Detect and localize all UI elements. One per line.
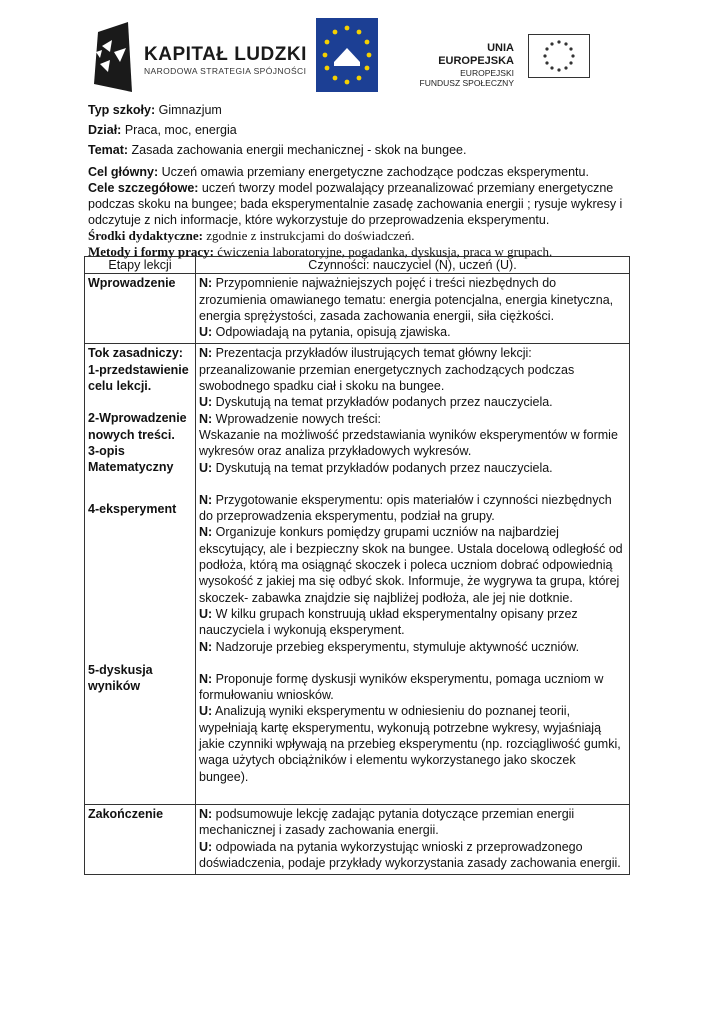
table-header-row [85, 257, 630, 274]
eu-flag-icon [528, 34, 590, 78]
lesson-intro [88, 102, 648, 260]
col-activities-header: Czynności: nauczyciel (N), uczeń (U). [196, 257, 630, 274]
school-type: Typ szkoły: Gimnazjum [88, 103, 222, 117]
header-logos [88, 18, 608, 96]
activities-intro: N: Przypomnienie najważniejszych pojęć i treści niezbędnych do zrozumienia omawianego tematu: energia potencjalna, energia kinetyczna, energia sprężystości, zasada zachowania energii, siła ciężkości. U: Odpowiadają na pytania, opisują zjawiska. [196, 274, 630, 344]
kapital-ludzki-logo-icon [88, 22, 136, 92]
kl-title: KAPITAŁ LUDZKI [144, 44, 307, 65]
detail-goals: Cele szczegółowe: uczeń tworzy model pozwalający przeanalizować przemiany energetyczne podczas skoku na bungee; bada eksperymentalnie zasadę zachowania energii ; rysuje wykresy i odczytuje z nich informacje, które wykorzystuje do przeprowadzenia eksperymentu. [88, 181, 623, 227]
methods: Metody i formy pracy: ćwiczenia laboratoryjne, pogadanka, dyskusja, praca w grupach. [88, 244, 553, 259]
eu-line3: FUNDUSZ SPOŁECZNY [419, 78, 514, 88]
lesson-table [84, 256, 630, 875]
eu-emblem-logo-icon [316, 18, 378, 92]
stage-intro: Wprowadzenie [85, 274, 196, 344]
table-row [85, 804, 630, 874]
stage-ending: Zakończenie [85, 804, 196, 874]
stage-main: Tok zasadniczy: 1-przedstawienie celu lekcji. 2-Wprowadzenie nowych treści. 3-opis Matematyczny 4-eksperyment 5-dyskusja wyników [85, 344, 196, 804]
eu-title: UNIA EUROPEJSKA [438, 42, 514, 67]
col-stages-header: Etapy lekcji [85, 257, 196, 274]
table-row [85, 274, 630, 344]
table-row [85, 344, 630, 804]
eu-line2: EUROPEJSKI [460, 68, 514, 78]
main-goal: Cel główny: Uczeń omawia przemiany energetyczne zachodzące podczas eksperymentu. [88, 165, 589, 179]
teaching-aids: Środki dydaktyczne: zgodnie z instrukcjami do doświadczeń. [88, 228, 415, 243]
topic: Temat: Zasada zachowania energii mechanicznej - skok na bungee. [88, 143, 467, 157]
kl-subtitle: NARODOWA STRATEGIA SPÓJNOŚCI [144, 66, 307, 76]
activities-ending: N: podsumowuje lekcję zadając pytania dotyczące przemian energii mechanicznej i zasady zachowania energii. U: odpowiada na pytania wykorzystując wnioski z przeprowadzonego doświadczenia, podaje przykłady wykorzystania zasady zachowania energii. [196, 804, 630, 874]
activities-main: N: Prezentacja przykładów ilustrujących temat główny lekcji: przeanalizowanie przemian energetycznych zachodzących podczas swobodnego spadku ciał i skoku na bungee. U: Dyskutują na temat przykładów podanych przez nauczyciela. N: Wprowadzenie nowych treści: Wskazanie na możliwość przedstawiania wyników eksperymentów w formie wykresów oraz analiza przykładowych wykresów. U: Dyskutują na temat przykładów podanych przez nauczyciela. N: Przygotowanie eksperymentu: opis materiałów i czynności niezbędnych do przeprowadzenia eksperymentu, podział na grupy. N: Organizuje konkurs pomiędzy grupami uczniów na najbardziej ekscytujący, ale i bezpieczny skok na bungee. Ustala docelową odległość od podłoża, którą ma osiągnąć skoczek i poleca uczniom dobrać odpowiednią wysokość z jakiej ma się odbyć skok. Informuje, że wygrywa ta grupa, której skoczek- zabawka znajdzie się najbliżej podłoża, ale jej nie dotknie. U: W kilku grupach konstruują układ eksperymentalny opisany przez nauczyciela i wykonują eksperyment. N: Nadzoruje przebieg eksperymentu, stymuluje aktywność uczniów. N: Proponuje formę dyskusji wyników eksperymentu, pomaga uczniom w formułowaniu wniosków. U: Analizują wyniki eksperymentu w odniesieniu do poznanej teorii, wypełniają kartę eksperymentu, wykonują potrzebne wykresy, wyjaśniają jakie czynniki wpływają na przebieg eksperymentu (np. rozciągliwość gumki, waga użytych obciążników i elementu wykorzystanego jako skoczek bungee). [196, 344, 630, 804]
department: Dział: Praca, moc, energia [88, 123, 237, 137]
